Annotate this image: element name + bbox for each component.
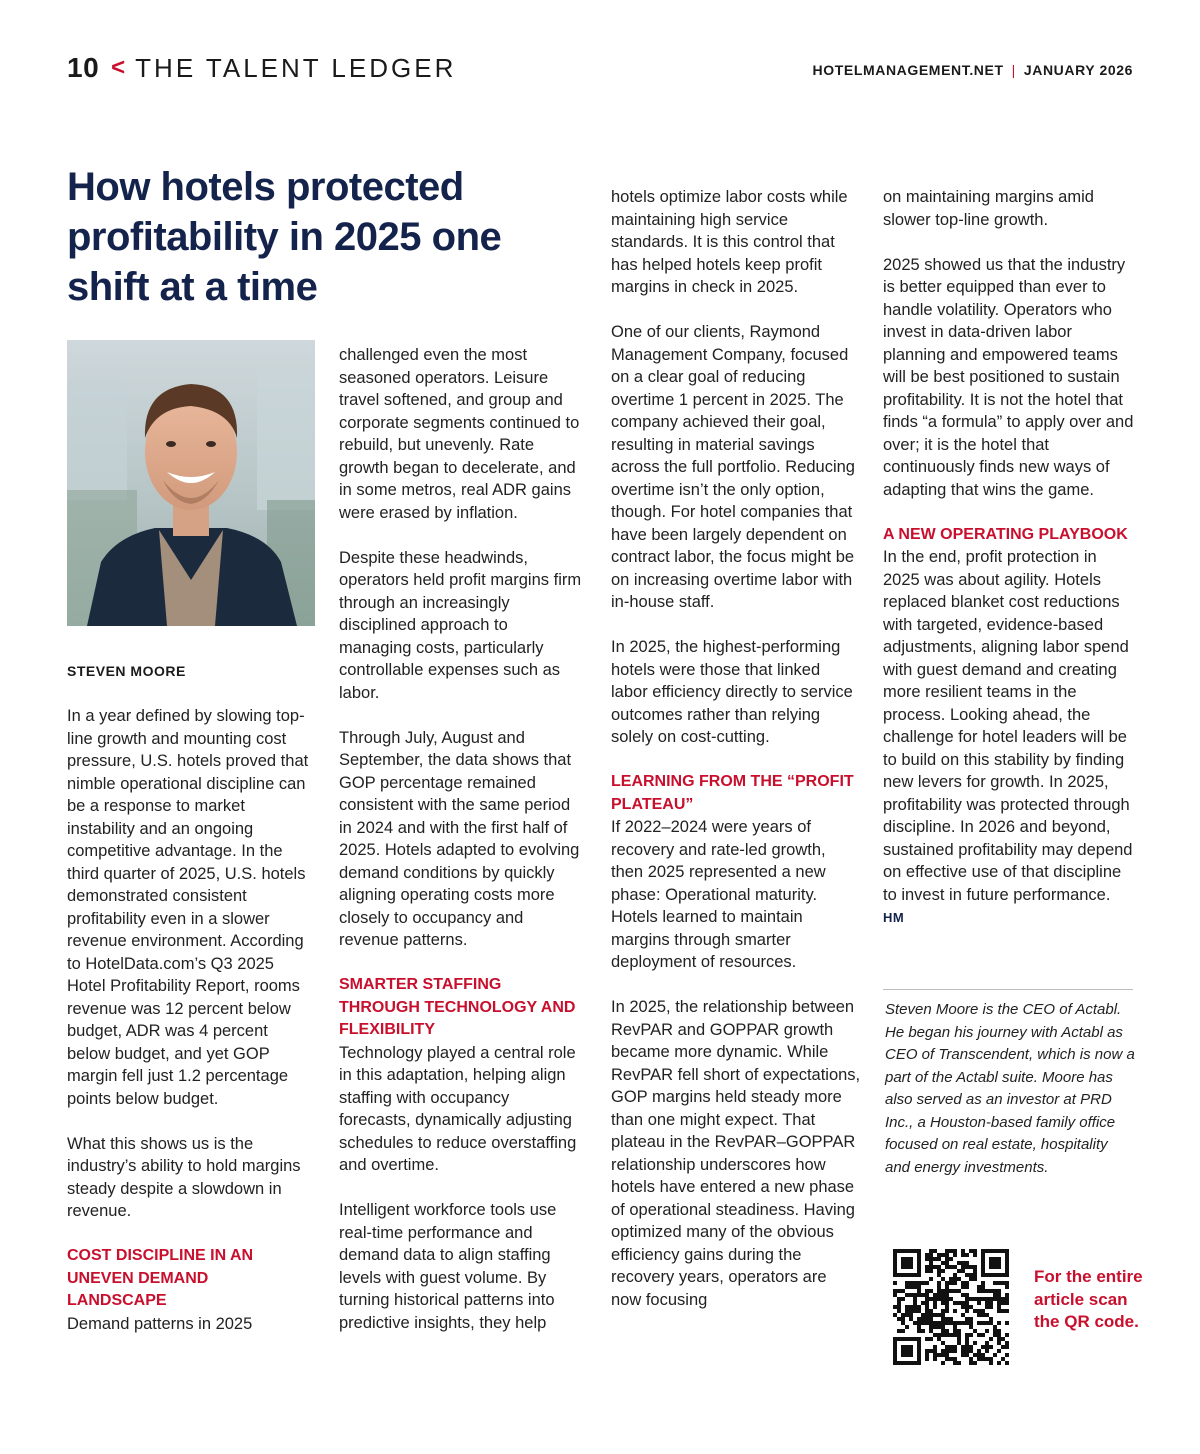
section-title: THE TALENT LEDGER [135, 52, 457, 83]
qr-code-icon[interactable] [883, 1239, 1019, 1375]
paragraph: Despite these headwinds, operators held profit margins firm through an increasingly disciplined approach to managing costs, particularly controllable expenses such as labor. [339, 548, 582, 702]
column-1 [67, 705, 309, 1335]
paragraph: challenged even the most seasoned operators. Leisure travel softened, and group and corporate segments continued to rebuild, but unevenly. Rate growth began to decelerate, and in some metros, real ADR gains were erased by inflation. [339, 346, 580, 522]
paragraph: Technology played a central role in this adaptation, helping align staffing with occupancy forecasts, dynamically adjusting schedules to reduce overstaffing and overtime. [339, 1043, 577, 1174]
paragraph: Through July, August and September, the data shows that GOP percentage remained consistent with the same period in 2024 and with the first half of 2025. Hotels adapted to evolving demand conditions by quickly aligning operating costs more closely to occupancy and revenue patterns. [339, 728, 580, 949]
page-number: 10 [67, 52, 100, 83]
paragraph: In 2025, the highest-performing hotels were those that linked labor efficiency directly to service outcomes rather than relying solely on cost-cutting. [611, 638, 853, 746]
column-4 [883, 186, 1135, 930]
column-3 [611, 186, 861, 1311]
paragraph: In a year defined by slowing top-line growth and mounting cost pressure, U.S. hotels proved that nimble operational discipline can be a response to market instability and an ongoing competitive advantage. In the third quarter of 2025, U.S. hotels demonstrated consistent profitability even in a slower revenue environment. According to HotelData.com’s Q3 2025 Hotel Profitability Report, rooms revenue was 12 percent below budget, ADR was 4 percent below budget, and yet GOP margin fell just 1.2 percentage points below budget. [67, 707, 309, 1108]
paragraph: In 2025, the relationship between RevPAR and GOPPAR growth became more dynamic. While RevPAR fell short of expectations, GOP margins held steady more than one might expect. That plateau in the RevPAR–GOPPAR relationship underscores how hotels have entered a new phase of operational steadiness. Having optimized many of the obvious efficiency gains during the recovery years, operators are now focusing [611, 998, 861, 1309]
subheading: A NEW OPERATING PLAYBOOK [883, 525, 1128, 543]
paragraph: If 2022–2024 were years of recovery and rate-led growth, then 2025 represented a new phase: Operational maturity. Hotels learned to maintain margins through smarter deployment of resources. [611, 818, 826, 971]
site-name: HOTELMANAGEMENT.NET [812, 62, 1004, 78]
subheading: LEARNING FROM THE “PROFIT PLATEAU” [611, 773, 854, 813]
paragraph: What this shows us is the industry’s ability to hold margins steady despite a slowdown in revenue. [67, 1134, 301, 1220]
paragraph: on maintaining margins amid slower top-line growth. [883, 188, 1094, 229]
subheading: SMARTER STAFFING THROUGH TECHNOLOGY AND FLEXIBILITY [339, 976, 576, 1038]
end-mark: HM [883, 910, 905, 925]
author-bio: Steven Moore is the CEO of Actabl. He began his journey with Actabl as CEO of Transcendent, which is now a part of the Actabl suite. Moore has also served as an investor at PRD Inc., a Houston-based family office focused on real estate, hospitality and energy investments. [885, 1001, 1135, 1176]
paragraph-text: In the end, profit protection in 2025 was about agility. Hotels replaced blanket cost reductions with targeted, evidence-based adjustments, aligning labor spend with guest demand and creating more resilient teams in the process. Looking ahead, the challenge for hotel leaders will be to build on this stability by finding new levers for growth. In 2025, profitability was protected through discipline. In 2026 and beyond, sustained profitability may depend on effective use of that discipline to invest in future performance. [883, 548, 1133, 904]
issue-date: JANUARY 2026 [1023, 62, 1133, 78]
page-header [67, 52, 456, 84]
paragraph [883, 546, 1135, 930]
author-byline: STEVEN MOORE [67, 663, 186, 679]
header-separator: | [1011, 62, 1016, 78]
qr-caption: For the entire article scan the QR code. [1034, 1267, 1143, 1331]
paragraph: One of our clients, Raymond Management Company, focused on a clear goal of reducing overtime 1 percent in 2025. The company achieved their goal, resulting in material savings across the full portfolio. Reducing overtime isn’t the only option, though. For hotel companies that have been largely dependent on contract labor, the focus might be on increasing overtime labor with in-house staff. [611, 323, 855, 611]
publication-info [813, 62, 1133, 78]
bio-divider [883, 989, 1133, 990]
paragraph: Demand patterns in 2025 [67, 1314, 253, 1333]
article-headline: How hotels protected profitability in 2025 one shift at a time [67, 165, 502, 309]
paragraph: Intelligent workforce tools use real-time performance and demand data to align staffing levels with guest volume. By turning historical patterns into predictive insights, they help [339, 1201, 557, 1332]
column-2 [339, 344, 583, 1334]
subheading: COST DISCIPLINE IN AN UNEVEN DEMAND LANDSCAPE [67, 1247, 254, 1309]
paragraph: hotels optimize labor costs while maintaining high service standards. It is this control that has helped hotels keep profit margins in check in 2025. [611, 188, 848, 296]
chevron-left-icon: < [111, 54, 126, 81]
author-photo [67, 340, 315, 626]
paragraph: 2025 showed us that the industry is better equipped than ever to handle volatility. Operators who invest in data-driven labor planning and empowered teams will be best positioned to sustain profitability. It is not the hotel that finds “a formula” to apply over and over; it is the hotel that continuously finds new ways of adapting that wins the game. [883, 255, 1134, 499]
